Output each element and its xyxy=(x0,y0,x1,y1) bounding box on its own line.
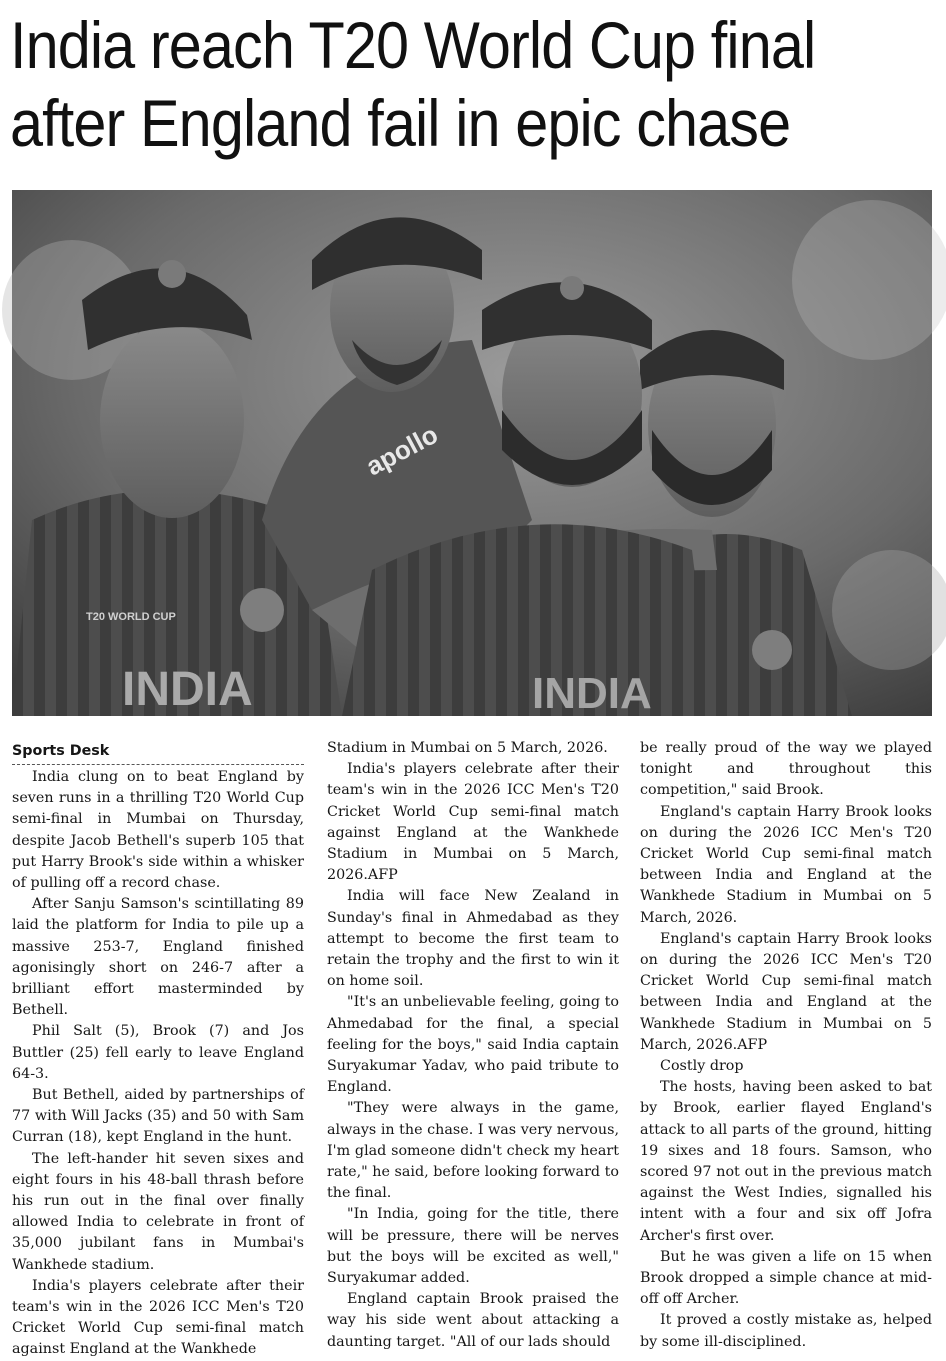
paragraph: "It's an unbelievable feeling, going to Ahmedabad for the final, a special feeling for the boys," said India captain Suryakumar Yadav, who paid tribute to England. xyxy=(327,994,619,1096)
paragraph: It proved a costly mistake as, helped by some ill-disciplined. xyxy=(640,1312,932,1350)
paragraph-continued: be really proud of the way we played tonight and throughout this competition," said Brook. xyxy=(640,740,932,799)
news-photo xyxy=(12,190,932,716)
paragraph: Phil Salt (5), Brook (7) and Jos Buttler (25) fell early to leave England 64-3. xyxy=(12,1023,304,1082)
paragraph: India's players celebrate after their team's win in the 2026 ICC Men's T20 Cricket World Cup semi-final match against England at the Wankhede xyxy=(12,1277,304,1358)
paragraph: India clung on to beat England by seven runs in a thrilling T20 World Cup semi-final in Mumbai on Thursday, despite Jacob Bethell's superb 105 that put Harry Brook's side within a whisker of pulling off a record chase. xyxy=(12,769,304,892)
left-jersey-text: INDIA xyxy=(122,663,253,716)
paragraph: The left-hander hit seven sixes and eight fours in his 48-ball thrash before his run out in the final over finally allowed India to celebrate in front of 35,000 jubilant fans in Mumbai's Wankhede stadium. xyxy=(12,1150,304,1273)
subheading: Costly drop xyxy=(660,1058,744,1075)
sponsor-text: apollo xyxy=(361,419,443,482)
paragraph: But Bethell, aided by partnerships of 77 with Will Jacks (35) and 50 with Sam Curran (18), kept England in the hunt. xyxy=(12,1087,304,1146)
front-jersey-text: INDIA xyxy=(532,669,652,718)
article-column-3 xyxy=(640,738,932,1350)
paragraph: England captain Brook praised the way his side went about attacking a daunting target. "All of our lads should xyxy=(327,1291,619,1350)
paragraph: After Sanju Samson's scintillating 89 laid the platform for India to pile up a massive 253-7, England finished agonisingly short on 246-7 after a brilliant effort masterminded by Bethell. xyxy=(12,896,304,1019)
paragraph: India will face New Zealand in Sunday's final in Ahmedabad as they attempt to become the first team to retain the trophy and the first to win it on home soil. xyxy=(327,888,619,990)
paragraph: "They were always in the game, always in the chase. I was very nervous, I'm glad someone didn't check my heart rate," he said, before looking forward to the final. xyxy=(327,1100,619,1202)
paragraph: England's captain Harry Brook looks on during the 2026 ICC Men's T20 Cricket World Cup semi-final match between India and England at the Wankhede Stadium in Mumbai on 5 March, 2026.AFP xyxy=(640,930,932,1053)
byline-desk: Sports Desk xyxy=(12,742,304,765)
paragraph: India's players celebrate after their team's win in the 2026 ICC Men's T20 Cricket World Cup semi-final match against England at the Wankhede Stadium in Mumbai on 5 March, 2026.AFP xyxy=(327,761,619,884)
paragraph: England's captain Harry Brook looks on during the 2026 ICC Men's T20 Cricket World Cup semi-final match between India and England at the Wankhede Stadium in Mumbai on 5 March, 2026. xyxy=(640,803,932,926)
paragraph: The hosts, having been asked to bat by Brook, earlier flayed England's attack to all parts of the ground, hitting 19 sixes and 18 fours. Samson, who scored 97 not out in the previous match against the West Indies, signalled his intent with a four and six off Jofra Archer's first over. xyxy=(640,1079,932,1244)
headline-line-1: India reach T20 World Cup final xyxy=(10,8,816,82)
paragraph: But he was given a life on 15 when Brook dropped a simple chance at mid-off off Archer. xyxy=(640,1248,932,1308)
article-column-2 xyxy=(327,738,619,1350)
paragraph: "In India, going for the title, there will be pressure, there will be nerves but the boys will be excited as well," Suryakumar added. xyxy=(327,1206,619,1287)
players-celebrating-photo xyxy=(12,190,932,716)
article-column-1 xyxy=(12,738,304,1358)
headline xyxy=(10,6,845,162)
headline-line-2: after England fail in epic chase xyxy=(10,86,791,160)
paragraph-continued: Stadium in Mumbai on 5 March, 2026. xyxy=(327,740,608,756)
event-logo-text: T20 WORLD CUP xyxy=(86,611,176,623)
